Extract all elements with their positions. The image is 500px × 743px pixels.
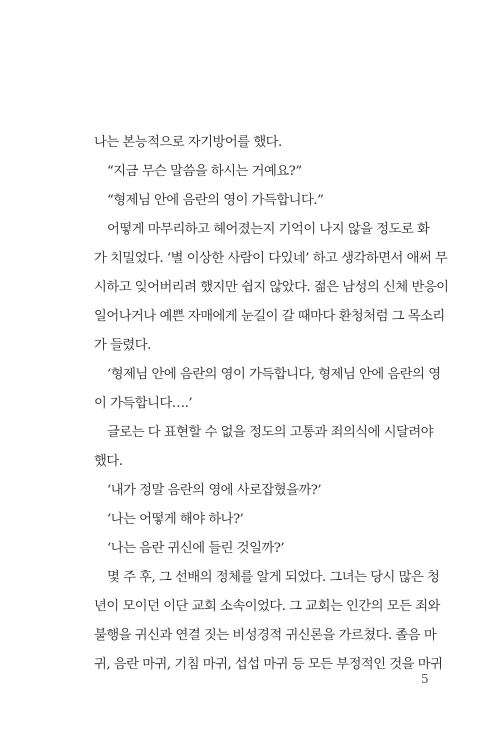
page-body-text [94,128,449,679]
text-line: 가 들렸다. [94,338,151,353]
text-line: 몇 주 후, 그 선배의 정체를 알게 되었다. 그녀는 당시 많은 청 [107,570,440,585]
text-line: ‘나는 어떻게 해야 하나?’ [107,512,244,527]
text-line: 했다. [94,454,123,469]
text-line: 귀, 음란 마귀, 기침 마귀, 섭섭 마귀 등 모든 부정적인 것을 마귀 [94,657,443,672]
text-line: 글로는 다 표현할 수 없을 정도의 고통과 죄의식에 시달려야 [107,425,434,440]
text-line: 시하고 잊어버리려 했지만 쉽지 않았다. 젊은 남성의 신체 반응이 [94,280,449,295]
text-line: ‘형제님 안에 음란의 영이 가득합니다, 형제님 안에 음란의 영 [107,367,441,382]
text-line: 어떻게 마무리하고 헤어졌는지 기억이 나지 않을 정도로 화 [107,222,430,237]
text-line: 이 가득합니다….’ [94,396,193,411]
text-line: 가 치밀었다. ‘별 이상한 사람이 다있네’ 하고 생각하면서 애써 무 [94,251,448,266]
text-line: “형제님 안에 음란의 영이 가득합니다.” [107,193,324,208]
text-line: ‘내가 정말 음란의 영에 사로잡혔을까?’ [107,483,322,498]
text-line: 년이 모이던 이단 교회 소속이었다. 그 교회는 인간의 모든 죄와 [94,599,440,614]
text-line: 일어나거나 예쁜 자매에게 눈길이 갈 때마다 환청처럼 그 목소리 [94,309,445,324]
page-number: 5 [421,672,429,686]
text-line: “지금 무슨 말씀을 하시는 거예요?” [107,164,302,179]
text-line: 불행을 귀신과 연결 짓는 비성경적 귀신론을 가르쳤다. 졸음 마 [94,628,437,643]
text-line: ‘나는 음란 귀신에 들린 것일까?’ [107,541,285,556]
text-line: 나는 본능적으로 자기방어를 했다. [94,135,282,150]
